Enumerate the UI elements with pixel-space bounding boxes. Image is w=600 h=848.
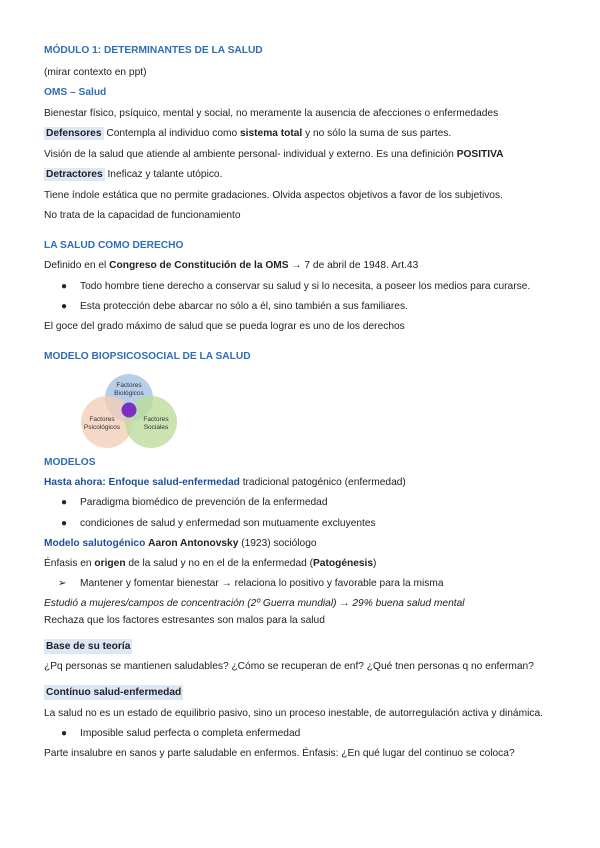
vision-bold: POSITIVA — [456, 149, 504, 160]
mantener-line: Mantener y fomentar bienestar → relaciona lo positivo y favorable para la misma — [80, 578, 444, 589]
defensores-text: Contempla al individuo como — [103, 128, 240, 139]
rechaza-line: Rechaza que los factores estresantes son malos para la salud — [44, 615, 325, 626]
bullet-icon: ● — [61, 497, 68, 508]
module-title: MÓDULO 1: DETERMINANTES DE LA SALUD — [44, 45, 263, 56]
enfasis-line — [44, 557, 376, 570]
defensores-line — [44, 127, 451, 140]
hasta-ahora-text: tradicional patogénico (enfermedad) — [239, 477, 406, 488]
definido-text-end: → 7 de abril de 1948. Art.43 — [288, 260, 419, 271]
no-trata-line: No trata de la capacidad de funcionamiento — [44, 210, 241, 221]
bullet-icon: ● — [61, 301, 68, 312]
bullet-icon: ● — [61, 518, 68, 529]
definido-text: Definido en el — [44, 260, 110, 271]
continuo-heading: Contínuo salud-enfermedad — [46, 687, 182, 698]
vision-line — [44, 148, 503, 161]
biopsico-heading: MODELO BIOPSICOSOCIAL DE LA SALUD — [44, 351, 251, 362]
hasta-ahora-line — [44, 476, 406, 489]
modelos-heading: MODELOS — [44, 457, 96, 468]
continuo-bullet: Imposible salud perfecta o completa enfermedad — [80, 728, 301, 739]
defensores-bold: sistema total — [239, 128, 303, 139]
salud-no-line: La salud no es un estado de equilibrio pasivo, sino un proceso inestable, de autorregulación activa y dinámica. — [44, 708, 543, 719]
enfasis-bold-2: Patogénesis — [313, 558, 374, 569]
oms-definition: Bienestar físico, psíquico, mental y social, no meramente la ausencia de afecciones o enfermedades — [44, 108, 499, 119]
derecho-bullet-2: Esta protección debe abarcar no sólo a él, sino también a sus familiares. — [80, 301, 408, 312]
arrow-bullet-icon: ➢ — [58, 578, 67, 589]
venn-diagram — [72, 372, 184, 448]
salutogenico-bold: Modelo salutogénico — [44, 538, 146, 549]
venn-center — [122, 403, 137, 418]
detractores-label: Detractores — [46, 169, 103, 180]
bullet-icon: ● — [61, 281, 68, 292]
goce-line: El goce del grado máximo de salud que se pueda lograr es uno de los derechos — [44, 321, 405, 332]
venn-label-psi-2: Psicológicos — [83, 424, 121, 431]
vision-text: Visión de la salud que atiende al ambiente personal- individual y externo. Es una definición — [44, 149, 457, 160]
hasta-ahora-bold: Hasta ahora: Enfoque salud-enfermedad — [44, 477, 240, 488]
context-note: (mirar contexto en ppt) — [44, 67, 147, 78]
venn-label-bio-2: Biológicos — [114, 390, 144, 397]
definido-bold: Congreso de Constitución de la OMS — [109, 260, 289, 271]
modelos-bullet-1: Paradigma biomédico de prevención de la enfermedad — [80, 497, 328, 508]
salutogenico-text: (1923) sociólogo — [238, 538, 317, 549]
enfasis-text-2: de la salud y no en el de la enfermedad ( — [125, 558, 314, 569]
salutogenico-line — [44, 537, 317, 550]
venn-label-soc-1: Factores — [143, 416, 169, 423]
defensores-text-end: y no sólo la suma de sus partes. — [302, 128, 452, 139]
derecho-heading: LA SALUD COMO DERECHO — [44, 240, 184, 251]
bullet-icon: ● — [61, 728, 68, 739]
venn-label-psi-1: Factores — [89, 416, 115, 423]
enfasis-bold-1: origen — [94, 558, 126, 569]
modelos-bullet-2: condiciones de salud y enfermedad son mutuamente excluyentes — [80, 518, 376, 529]
estudio-line: Estudió a mujeres/campos de concentración (2º Guerra mundial) → 29% buena salud mental — [44, 598, 465, 609]
defensores-label: Defensores — [46, 128, 102, 139]
detractores-line — [44, 168, 222, 181]
base-heading: Base de su teoría — [46, 641, 131, 652]
preguntas-line: ¿Pq personas se mantienen saludables? ¿Cómo se recuperan de enf? ¿Qué tnen personas q no enferman? — [44, 661, 534, 672]
venn-label-bio-1: Factores — [116, 382, 142, 389]
detractores-text: Ineficaz y talante utópico. — [104, 169, 223, 180]
antonovsky-bold: Aaron Antonovsky — [148, 538, 239, 549]
enfasis-text-1: Énfasis en — [44, 558, 95, 569]
oms-heading: OMS – Salud — [44, 87, 107, 98]
estatica-line: Tiene índole estática que no permite gradaciones. Olvida aspectos objetivos a favor de los subjetivos. — [44, 190, 503, 201]
definido-line — [44, 259, 418, 272]
enfasis-text-3: ) — [373, 558, 377, 569]
derecho-bullet-1: Todo hombre tiene derecho a conservar su salud y si lo necesita, a poseer los medios para curarse. — [80, 281, 531, 292]
venn-label-soc-2: Sociales — [143, 424, 169, 431]
parte-line: Parte insalubre en sanos y parte saludable en enfermos. Énfasis: ¿En qué lugar del continuo se coloca? — [44, 748, 515, 759]
